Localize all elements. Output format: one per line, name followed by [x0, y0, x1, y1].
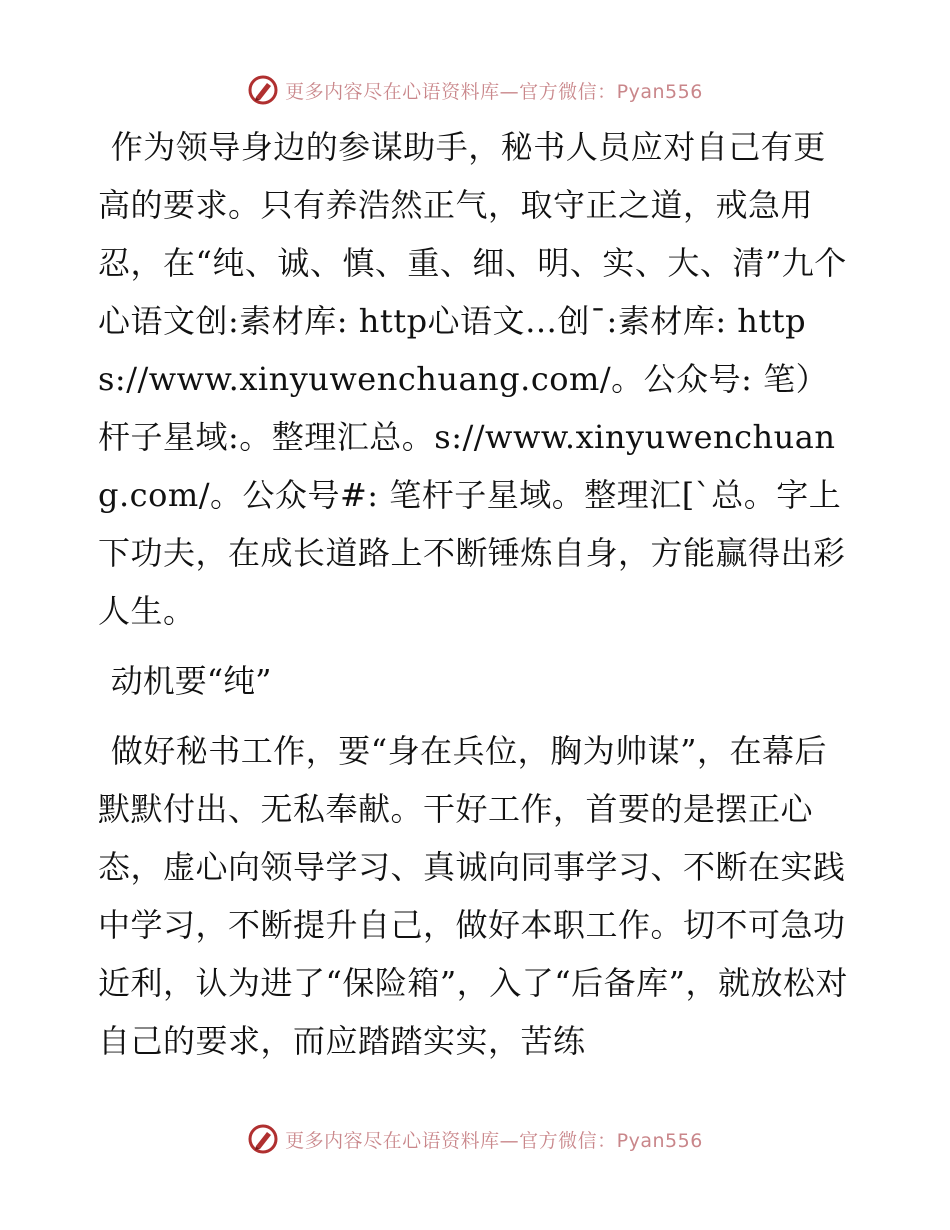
section-heading: 动机要“纯”: [110, 662, 272, 700]
footer-banner-text: 更多内容尽在心语资料库—官方微信：Pyan556: [285, 1129, 703, 1152]
pen-circle-logo-icon: [247, 74, 279, 106]
header-banner: [0, 70, 950, 110]
body-paragraph-2: 做好秘书工作，要“身在兵位，胸为帅谋”，在幕后默默付出、无私奉献。干好工作，首要的是摆正心态，虚心向领导学习、真诚向同事学习、不断在实践中学习，不断提升自己，做好本职工作。切不可急功近利，认为进了“保险箱”，入了“后备库”，就放松对自己的要求，而应踏踏实实，苦练: [98, 732, 848, 1060]
footer-banner: [0, 1119, 950, 1159]
document-body: [98, 118, 854, 1070]
header-banner-text: 更多内容尽在心语资料库—官方微信：Pyan556: [285, 80, 703, 103]
pen-circle-logo-icon: [247, 1123, 279, 1155]
body-paragraph-1: 作为领导身边的参谋助手，秘书人员应对自己有更高的要求。只有养浩然正气，取守正之道，戒急用忍，在“纯、诚、慎、重、细、明、实、大、清”九个心语文创:素材库: http心语文…创¯:素材库: https://www.xinyuwenchuang.com/。公众号: 笔）杆子星域:。整理汇总。s://www.xinyuwenchuang.com/。公众号#: 笔杆子星域。整理汇[`总。字上下功夫，在成长道路上不断锤炼自身，方能赢得出彩人生。: [98, 128, 847, 630]
